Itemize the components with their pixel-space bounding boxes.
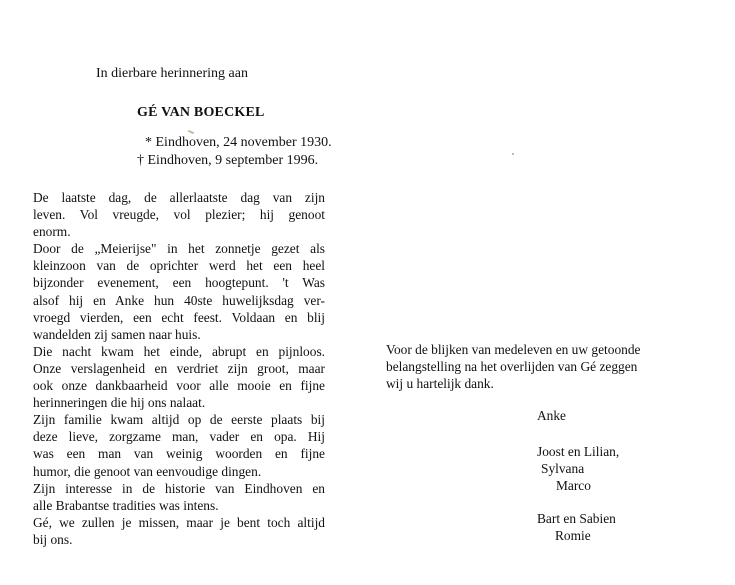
memorial-line: humor, die genoot van eenvoudige dingen.: [33, 463, 262, 479]
memorial-line: leven. Vol vreugde, vol plezier; hij genoot: [33, 207, 325, 223]
memorial-line: Door de „Meierijse" in het zonnetje gezet als: [33, 241, 325, 257]
memorial-line: Zijn interesse in de historie van Eindhoven en: [33, 480, 325, 496]
signature-joost-lilian: Joost en Lilian,: [537, 444, 620, 459]
signature-bart-sabien: Bart en Sabien: [537, 511, 616, 526]
memorial-line: kleinzoon van de oprichter werd het een heel: [33, 258, 325, 274]
signature-romie: Romie: [555, 528, 591, 543]
deceased-name: GÉ VAN BOECKEL: [137, 105, 265, 120]
thanks-line: wij u hartelijk dank.: [386, 376, 494, 392]
birth-line: * Eindhoven, 24 november 1930.: [145, 135, 332, 150]
signature-anke: Anke: [537, 408, 567, 423]
memorial-line: wandelden zij samen naar huis.: [33, 326, 201, 342]
signature-sylvana: Sylvana: [541, 461, 585, 476]
memorial-line: bij ons.: [33, 531, 73, 547]
memorial-line: deze lieve, zorgzame man, vader en opa. Hij: [33, 429, 325, 445]
intro-line: In dierbare herinnering aan: [96, 66, 248, 81]
signature-marco: Marco: [556, 478, 591, 493]
memorial-text: [33, 189, 325, 548]
memorial-line: De laatste dag, de allerlaatste dag van zijn: [33, 190, 325, 205]
memorial-line: Zijn familie kwam altijd op de eerste plaats bij: [33, 412, 325, 428]
memorial-line: herinneringen die hij ons nalaat.: [33, 395, 206, 411]
memorial-line: vroegd vierden, een echt feest. Voldaan en blij: [33, 309, 325, 325]
print-speck: [188, 130, 194, 134]
thanks-text: [386, 341, 696, 392]
memorial-line: bijzonder evenement, een hoogtepunt. 't Was: [33, 275, 325, 291]
death-line: † Eindhoven, 9 september 1996.: [137, 153, 319, 168]
memorial-line: alle Brabantse tradities was intens.: [33, 497, 219, 513]
print-speck: [512, 153, 514, 155]
memorial-line: Onze verslagenheid en verdriet zijn groot, maar: [33, 360, 325, 376]
memorial-line: ook onze dankbaarheid voor alle mooie en fijne: [33, 378, 325, 394]
thanks-line: Voor de blijken van medeleven en uw getoonde: [386, 342, 641, 357]
memorial-line: alsof hij en Anke hun 40ste huwelijksdag ver-: [33, 292, 325, 308]
memorial-line: was een man van weinig woorden en fijne: [33, 446, 325, 462]
memorial-line: Gé, we zullen je missen, maar je bent toch altijd: [33, 514, 325, 530]
memorial-line: enorm.: [33, 224, 71, 240]
memorial-line: Die nacht kwam het einde, abrupt en pijnloos.: [33, 343, 325, 359]
thanks-line: belangstelling na het overlijden van Gé zeggen: [386, 359, 638, 375]
